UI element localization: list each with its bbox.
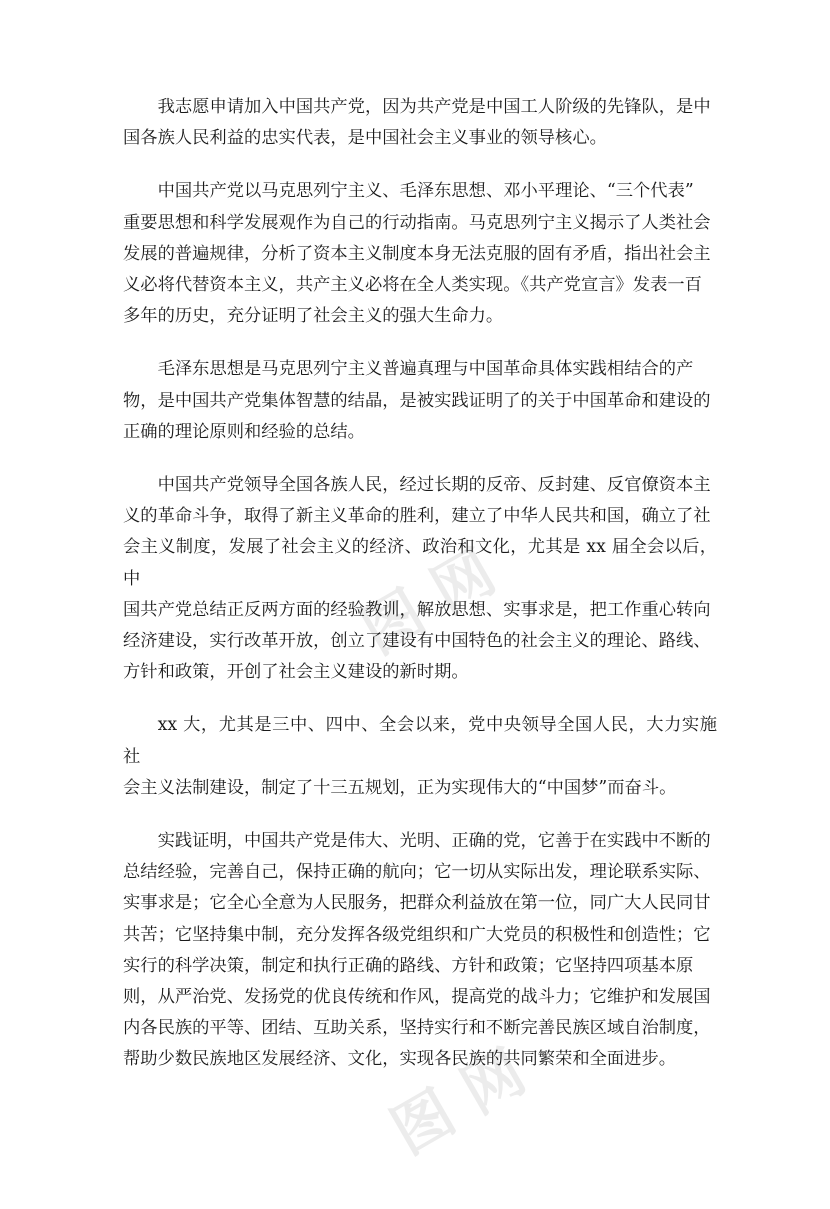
paragraph-4: 中国共产党领导全国各族人民，经过长期的反帝、反封建、反官僚资本主 义的革命斗争，取得了新主义革命的胜利，建立了中华人民共和国，确立了社 会主义制度，发展了社会主义的经济、政治和文化，尤其是 xx 届全会以后，中 国共产党总结正反两方面的经验教训，解放思想、实事求是，把工作重心转向 经济建设，实行改革开放，创立了建设有中国特色的社会主义的理论、路线、 方针和政策，开创了社会主义建设的新时期。 [123,475,717,683]
paragraph-6: 实践证明，中国共产党是伟大、光明、正确的党，它善于在实践中不断的 总结经验，完善自己，保持正确的航向；它一切从实际出发，理论联系实际、 实事求是；它全心全意为人民服务，把群众利益放在第一位，同广大人民同甘 共苦；它坚持集中制，充分发挥各级党组织和广大党员的积极性和创造性；它 实行的科学决策，制定和执行正确的路线、方针和政策；它坚持四项基本原 则，从严治党、发扬党的优良传统和作风，提高党的战斗力；它维护和发展国 内各民族的平等、团结、互助关系，坚持实行和不断完善民族区域自治制度， 帮助少数民族地区发展经济、文化，实现各民族的共同繁荣和全面进步。 [123,831,711,1070]
paragraph-5: xx 大，尤其是三中、四中、全会以来，党中央领导全国人民，大力实施社 会主义法制建设，制定了十三五规划，正为实现伟大的“中国梦”而奋斗。 [123,715,717,798]
paragraph-2: 中国共产党以马克思列宁主义、毛泽东思想、邓小平理论、“三个代表” 重要思想和科学发展观作为自己的行动指南。马克思列宁主义揭示了人类社会 发展的普遍规律，分析了资本主义制度本身无法克服的固有矛盾，指出社会主 义必将代替资本主义，共产主义必将在全人类实现。《共产党宣言》发表一百 多年的历史，充分证明了社会主义的强大生命力。 [123,181,711,327]
watermark-text-bottom: 图 网 [379,1036,538,1168]
paragraph-3: 毛泽东思想是马克思列宁主义普遍真理与中国革命具体实践相结合的产 物，是中国共产党集体智慧的结晶，是被实践证明了的关于中国革命和建设的 正确的理论原则和经验的总结。 [123,359,711,442]
paragraph-1: 我志愿申请加入中国共产党，因为共产党是中国工人阶级的先锋队，是中 国各族人民利益的忠实代表，是中国社会主义事业的领导核心。 [123,97,711,149]
document-body [123,92,717,1098]
watermark-text: 图 网 [349,536,508,668]
